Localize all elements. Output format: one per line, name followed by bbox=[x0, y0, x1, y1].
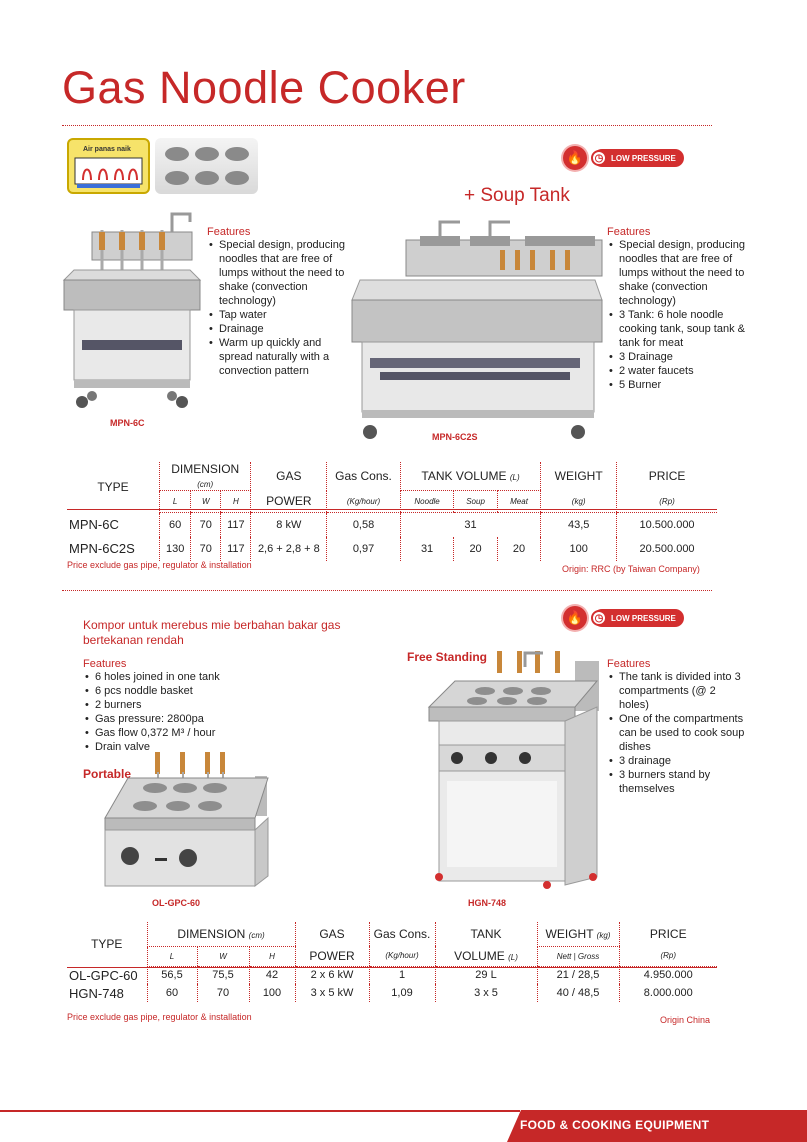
product-image-hgn-748 bbox=[425, 645, 605, 895]
model-label-mpn-6c2s: MPN-6C2S bbox=[432, 432, 478, 442]
feature-item: • Drain valve bbox=[83, 740, 283, 754]
features-title: Features bbox=[207, 226, 251, 238]
feature-item: • Warm up quickly and spread naturally with a convection pattern bbox=[207, 336, 357, 378]
feature-item: • 3 drainage bbox=[607, 754, 747, 768]
spec-table-1 bbox=[67, 462, 717, 561]
price-note: Price exclude gas pipe, regulator & installation bbox=[67, 1012, 252, 1022]
col-header-price: PRICE bbox=[619, 922, 717, 946]
pressure-gauge-icon: ◷ bbox=[591, 610, 607, 626]
feature-item: • 3 Tank: 6 hole noodle cooking tank, soup tank & tank for meat bbox=[607, 308, 747, 350]
col-header-gascons: Gas Cons. bbox=[327, 462, 401, 491]
feature-item: • 6 pcs noddle basket bbox=[83, 684, 283, 698]
col-header-dimension: DIMENSION (cm) bbox=[160, 462, 251, 491]
sub-header-volume: VOLUME (L) bbox=[435, 946, 537, 966]
sub-header-price-unit: (Rp) bbox=[619, 946, 717, 966]
product-image-ol-gpc-60 bbox=[100, 748, 270, 898]
model-label-ol-gpc-60: OL-GPC-60 bbox=[152, 898, 201, 908]
col-header-tank: TANK bbox=[435, 922, 537, 946]
low-pressure-badge bbox=[593, 149, 684, 167]
col-header-gas: GAS bbox=[295, 922, 369, 946]
convection-diagram bbox=[67, 138, 150, 194]
features-list bbox=[207, 238, 357, 378]
footer-label: FOOD & COOKING EQUIPMENT bbox=[520, 1118, 710, 1132]
footer-rule bbox=[0, 1110, 520, 1112]
col-header-weight: WEIGHT bbox=[541, 462, 617, 491]
feature-item: • Gas pressure: 2800pa bbox=[83, 712, 283, 726]
sub-header-l: L bbox=[160, 491, 191, 513]
feature-item: • 2 water faucets bbox=[607, 364, 747, 378]
feature-item: • 3 Drainage bbox=[607, 350, 747, 364]
sub-header-w: W bbox=[191, 491, 221, 513]
sub-header-power: POWER bbox=[251, 491, 327, 513]
sub-header-noodle: Noodle bbox=[400, 491, 454, 513]
fire-icon: 🔥 bbox=[563, 146, 587, 170]
col-header-gascons: Gas Cons. bbox=[369, 922, 435, 946]
badge-group bbox=[563, 606, 684, 630]
sub-header-weight-unit: (kg) bbox=[541, 491, 617, 513]
price-note: Price exclude gas pipe, regulator & installation bbox=[67, 560, 252, 570]
table-row: MPN-6C2S 130 70 117 2,6 + 2,8 + 8 0,97 31 20 20 100 20.500.000 bbox=[67, 537, 717, 561]
pressure-gauge-icon: ◷ bbox=[591, 150, 607, 166]
table-row: HGN-748 60 70 100 3 x 5 kW 1,09 3 x 5 40 / 48,5 8.000.000 bbox=[67, 984, 717, 1002]
page-title: Gas Noodle Cooker bbox=[62, 62, 466, 113]
table-rule bbox=[67, 967, 717, 968]
sub-header-soup: Soup bbox=[454, 491, 497, 513]
feature-item: • 6 holes joined in one tank bbox=[83, 670, 283, 684]
features-block-mpn-6c bbox=[207, 226, 357, 378]
table-row: OL-GPC-60 56,5 75,5 42 2 x 6 kW 1 29 L 21 / 28,5 4.950.000 bbox=[67, 966, 717, 984]
low-pressure-label: LOW PRESSURE bbox=[611, 613, 676, 623]
features-list bbox=[83, 670, 283, 754]
low-pressure-label: LOW PRESSURE bbox=[611, 153, 676, 163]
col-header-gas: GAS bbox=[251, 462, 327, 491]
col-header-price: PRICE bbox=[617, 462, 717, 491]
low-pressure-badge bbox=[593, 609, 684, 627]
feature-item: • 5 Burner bbox=[607, 378, 747, 392]
badge-group bbox=[563, 146, 684, 170]
product-image-mpn-6c2s bbox=[350, 210, 605, 445]
feature-item: • 3 burners stand by themselves bbox=[607, 768, 747, 796]
features-list bbox=[607, 670, 747, 796]
basket-holes-photo bbox=[155, 138, 258, 194]
spec-table-2 bbox=[67, 922, 717, 1002]
divider bbox=[62, 590, 712, 591]
sub-header-weight-sub: Nett | Gross bbox=[537, 946, 619, 966]
feature-item: • Special design, producing noodles that are free of lumps without the need to shake (convection technology) bbox=[207, 238, 357, 308]
features-title: Features bbox=[83, 658, 127, 670]
col-header-weight: WEIGHT (kg) bbox=[537, 922, 619, 946]
feature-item: • One of the compartments can be used to cook soup dishes bbox=[607, 712, 747, 754]
sub-header-l: L bbox=[147, 946, 197, 966]
feature-item: • Drainage bbox=[207, 322, 357, 336]
col-header-type: TYPE bbox=[91, 937, 123, 951]
col-header-dimension: DIMENSION (cm) bbox=[147, 922, 295, 946]
sub-header-w: W bbox=[197, 946, 249, 966]
model-label-mpn-6c: MPN-6C bbox=[110, 418, 145, 428]
diagram-label: Air panas naik bbox=[83, 146, 131, 153]
sub-header-h: H bbox=[249, 946, 295, 966]
table-rule bbox=[67, 509, 717, 510]
free-standing-label: Free Standing bbox=[407, 650, 488, 664]
soup-tank-heading: + Soup Tank bbox=[464, 185, 570, 206]
features-title: Features bbox=[607, 226, 651, 238]
feature-item: • Special design, producing noodles that are free of lumps without the need to shake (convection technology) bbox=[607, 238, 747, 308]
feature-item: • The tank is divided into 3 compartments (@ 2 holes) bbox=[607, 670, 747, 712]
col-header-type: TYPE bbox=[97, 480, 129, 495]
sub-header-gascons-unit: (Kg/hour) bbox=[369, 946, 435, 966]
feature-item: • Gas flow 0,372 M³ / hour bbox=[83, 726, 283, 740]
divider bbox=[62, 125, 712, 126]
sub-header-price-unit: (Rp) bbox=[617, 491, 717, 513]
portable-label: Portable bbox=[83, 767, 132, 781]
features-list bbox=[607, 238, 747, 392]
features-title: Features bbox=[607, 658, 651, 670]
feature-item: • 2 burners bbox=[83, 698, 283, 712]
sub-header-power: POWER bbox=[295, 946, 369, 966]
feature-item: • Tap water bbox=[207, 308, 357, 322]
model-label-hgn-748: HGN-748 bbox=[468, 898, 507, 908]
table-row: MPN-6C 60 70 117 8 kW 0,58 31 43,5 10.500.000 bbox=[67, 513, 717, 537]
product-image-mpn-6c bbox=[62, 210, 202, 415]
features-block-hgn-748 bbox=[607, 658, 747, 796]
features-block-ol-gpc-60 bbox=[83, 658, 283, 754]
origin-note: Origin: RRC (by Taiwan Company) bbox=[562, 564, 700, 574]
sub-header-h: H bbox=[221, 491, 251, 513]
sub-header-gascons-unit: (Kg/hour) bbox=[327, 491, 401, 513]
origin-note: Origin China bbox=[660, 1015, 711, 1025]
fire-icon: 🔥 bbox=[563, 606, 587, 630]
intro-text: Kompor untuk merebus mie berbahan bakar gas bertekanan rendah bbox=[83, 618, 341, 647]
col-header-tank: TANK VOLUME (L) bbox=[400, 462, 540, 491]
features-block-mpn-6c2s bbox=[607, 226, 747, 392]
sub-header-meat: Meat bbox=[497, 491, 540, 513]
